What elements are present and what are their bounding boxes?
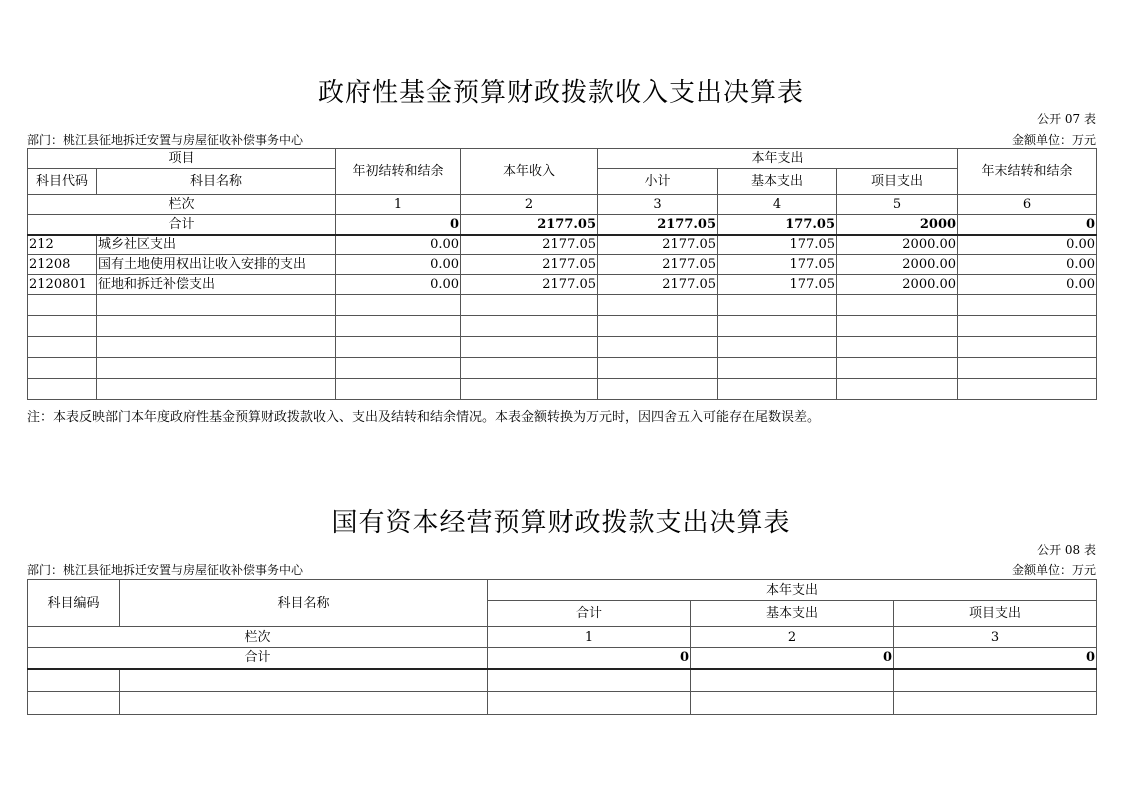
header-project: 项目支出 — [837, 169, 958, 195]
total-value: 177.05 — [718, 215, 837, 235]
row-value: 2177.05 — [598, 255, 718, 275]
row-value: 177.05 — [718, 235, 837, 255]
row-code: 2120801 — [28, 275, 97, 295]
row-name: 征地和拆迁补偿支出 — [97, 275, 336, 295]
total-value: 2177.05 — [461, 215, 598, 235]
row-name: 城乡社区支出 — [97, 235, 336, 255]
column-number: 5 — [837, 195, 958, 215]
table2-department: 部门：桃江县征地拆迁安置与房屋征收补偿事务中心 — [27, 563, 304, 577]
header-subtotal: 小计 — [598, 169, 718, 195]
column-number: 2 — [461, 195, 598, 215]
total-value: 0 — [958, 215, 1097, 235]
header-name: 科目名称 — [120, 580, 488, 627]
table-row — [28, 235, 1097, 255]
header-item: 项目 — [28, 149, 336, 169]
header-total: 合计 — [488, 601, 691, 627]
header-code: 科目代码 — [28, 169, 97, 195]
row-value: 2177.05 — [461, 255, 598, 275]
row-value: 2177.05 — [461, 235, 598, 255]
row-code: 212 — [28, 235, 97, 255]
row-value: 2000.00 — [837, 255, 958, 275]
column-number: 1 — [488, 627, 691, 648]
column-number-label: 栏次 — [28, 627, 488, 648]
table2-form-number: 公开 08 表 — [1037, 543, 1096, 557]
table1-department: 部门：桃江县征地拆迁安置与房屋征收补偿事务中心 — [27, 133, 304, 147]
table1-form-number: 公开 07 表 — [1037, 112, 1096, 126]
total-label: 合计 — [28, 648, 488, 669]
header-expense: 本年支出 — [488, 580, 1097, 601]
total-value: 0 — [336, 215, 461, 235]
table1 — [27, 148, 1097, 400]
row-value: 177.05 — [718, 275, 837, 295]
empty-row — [28, 358, 1097, 379]
row-value: 0.00 — [336, 275, 461, 295]
total-row — [28, 648, 1097, 669]
total-value: 0 — [894, 648, 1097, 669]
header-end-balance: 年末结转和结余 — [958, 149, 1097, 195]
row-value: 2000.00 — [837, 235, 958, 255]
row-value: 0.00 — [336, 255, 461, 275]
total-value: 2177.05 — [598, 215, 718, 235]
table2 — [27, 579, 1097, 715]
table1-title: 政府性基金预算财政拨款收入支出决算表 — [317, 78, 804, 108]
empty-row — [28, 337, 1097, 358]
header-name: 科目名称 — [97, 169, 336, 195]
header-project: 项目支出 — [894, 601, 1097, 627]
row-value: 2000.00 — [837, 275, 958, 295]
empty-row — [28, 316, 1097, 337]
table1-note: 注：本表反映部门本年度政府性基金预算财政拨款收入、支出及结转和结余情况。本表金额转换为万元时，因四舍五入可能存在尾数误差。 — [27, 410, 821, 425]
header-income: 本年收入 — [461, 149, 598, 195]
total-row — [28, 215, 1097, 235]
row-value: 2177.05 — [598, 275, 718, 295]
row-value: 0.00 — [958, 275, 1097, 295]
row-code: 21208 — [28, 255, 97, 275]
row-name: 国有土地使用权出让收入安排的支出 — [97, 255, 336, 275]
column-number-label: 栏次 — [28, 195, 336, 215]
empty-row — [28, 295, 1097, 316]
header-basic: 基本支出 — [718, 169, 837, 195]
column-number: 1 — [336, 195, 461, 215]
empty-row — [28, 379, 1097, 400]
empty-row — [28, 692, 1097, 715]
table1-unit: 金额单位：万元 — [1011, 133, 1096, 147]
header-begin-balance: 年初结转和结余 — [336, 149, 461, 195]
header-code: 科目编码 — [28, 580, 120, 627]
row-value: 2177.05 — [461, 275, 598, 295]
header-basic: 基本支出 — [691, 601, 894, 627]
row-value: 0.00 — [336, 235, 461, 255]
table-row — [28, 275, 1097, 295]
column-number: 2 — [691, 627, 894, 648]
table2-unit: 金额单位：万元 — [1011, 563, 1096, 577]
table2-title: 国有资本经营预算财政拨款支出决算表 — [331, 508, 791, 538]
row-value: 0.00 — [958, 235, 1097, 255]
column-number: 6 — [958, 195, 1097, 215]
total-value: 0 — [488, 648, 691, 669]
row-value: 2177.05 — [598, 235, 718, 255]
table-row — [28, 255, 1097, 275]
empty-row — [28, 669, 1097, 692]
header-expense: 本年支出 — [598, 149, 958, 169]
column-number: 3 — [894, 627, 1097, 648]
row-value: 0.00 — [958, 255, 1097, 275]
column-number: 3 — [598, 195, 718, 215]
total-value: 2000 — [837, 215, 958, 235]
total-value: 0 — [691, 648, 894, 669]
total-label: 合计 — [28, 215, 336, 235]
row-value: 177.05 — [718, 255, 837, 275]
column-number: 4 — [718, 195, 837, 215]
